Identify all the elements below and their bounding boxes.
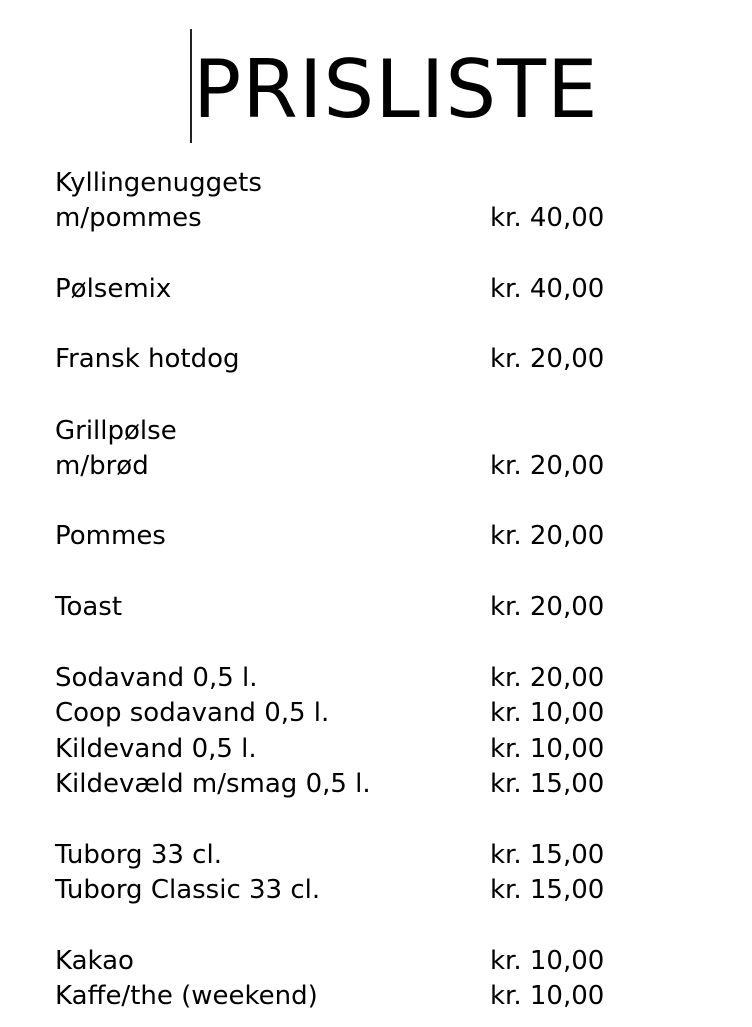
item-price: kr. 15,00 xyxy=(490,840,605,870)
item-name: Pommes xyxy=(55,521,166,551)
list-item xyxy=(55,767,615,801)
item-name: Kakao xyxy=(55,946,134,976)
list-item xyxy=(55,414,615,448)
item-name: Tuborg Classic 33 cl. xyxy=(55,875,321,905)
list-item xyxy=(55,696,615,730)
item-name: Fransk hotdog xyxy=(55,344,240,374)
item-price: kr. 10,00 xyxy=(490,698,605,728)
list-item xyxy=(55,979,615,1013)
item-price: kr. 40,00 xyxy=(490,274,605,304)
item-price: kr. 15,00 xyxy=(490,875,605,905)
item-name: Pølsemix xyxy=(55,274,172,304)
item-price: kr. 10,00 xyxy=(490,946,605,976)
list-item xyxy=(55,342,615,376)
item-name: Coop sodavand 0,5 l. xyxy=(55,698,330,728)
item-price: kr. 10,00 xyxy=(490,734,605,764)
list-item xyxy=(55,838,615,872)
item-name: Tuborg 33 cl. xyxy=(55,840,222,870)
list-item xyxy=(55,873,615,907)
list-item xyxy=(55,166,615,200)
item-price: kr. 40,00 xyxy=(490,203,605,233)
item-price: kr. 20,00 xyxy=(490,592,605,622)
list-item xyxy=(55,590,615,624)
item-name: m/brød xyxy=(55,451,149,481)
item-name: Toast xyxy=(55,592,123,622)
item-price: kr. 15,00 xyxy=(490,769,605,799)
item-name: m/pommes xyxy=(55,203,202,233)
item-name: Grillpølse xyxy=(55,416,177,446)
list-item xyxy=(55,272,615,306)
item-name: Kildevand 0,5 l. xyxy=(55,734,257,764)
item-name: Kildevæld m/smag 0,5 l. xyxy=(55,769,371,799)
item-name: Kyllingenuggets xyxy=(55,168,262,198)
list-item xyxy=(55,449,615,483)
list-item xyxy=(55,519,615,553)
item-price: kr. 20,00 xyxy=(490,344,605,374)
item-name: Kaffe/the (weekend) xyxy=(55,981,318,1011)
item-price: kr. 20,00 xyxy=(490,663,605,693)
list-item xyxy=(55,661,615,695)
page-title: PRISLISTE xyxy=(193,43,599,136)
list-item xyxy=(55,201,615,235)
item-price: kr. 20,00 xyxy=(490,451,605,481)
item-name: Sodavand 0,5 l. xyxy=(55,663,258,693)
list-item xyxy=(55,944,615,978)
item-price: kr. 10,00 xyxy=(490,981,605,1011)
list-item xyxy=(55,732,615,766)
item-price: kr. 20,00 xyxy=(490,521,605,551)
text-cursor xyxy=(190,29,192,143)
